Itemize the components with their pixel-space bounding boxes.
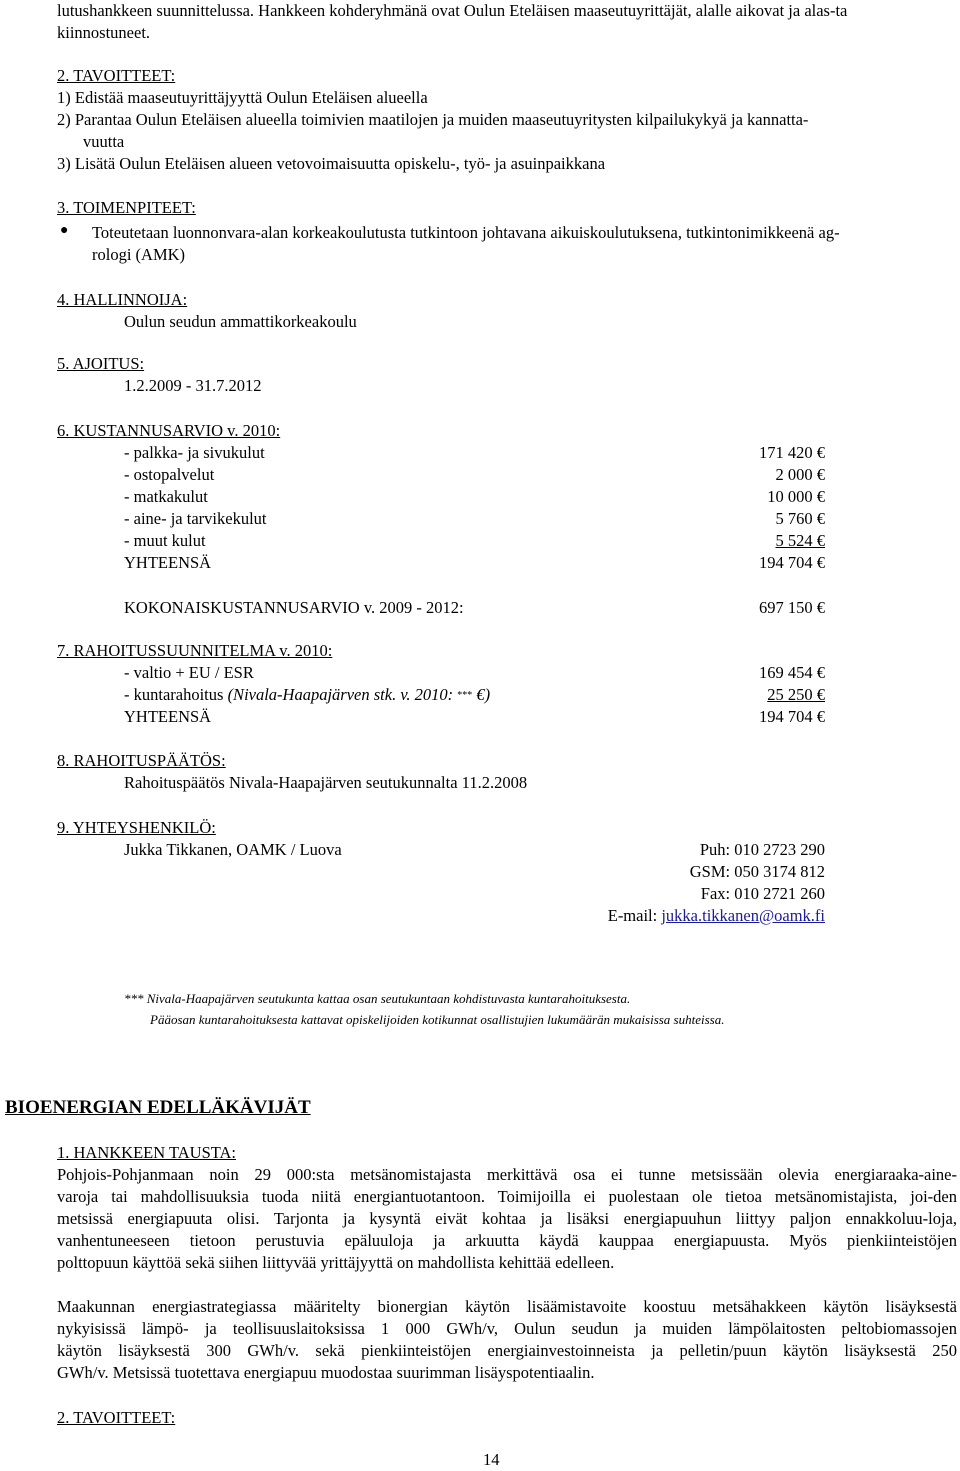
intro-line-1: lutushankkeen suunnittelussa. Hankkeen kohderyhmänä ovat Oulun Eteläisen maaseutuyrittäjät, alalle aikovat ja alas-ta <box>57 1 848 20</box>
cost-amount: 5 524 € <box>775 531 825 550</box>
footnote-line-2: Pääosan kuntarahoituksesta kattavat opiskelijoiden kotikunnat osallistujien lukumäärän mukaisissa suhteissa. <box>150 1012 725 1027</box>
contact-gsm: GSM: 050 3174 812 <box>689 862 825 881</box>
funding-label: - valtio + EU / ESR <box>124 663 254 682</box>
cost-total-amount: 194 704 € <box>759 553 825 572</box>
paragraph-line-last: polttopuun käyttöä sekä siihen liittyvää yrittäjyyttä on mahdollista kehittää edelleen. <box>57 1253 615 1272</box>
funding-note-end: €) <box>476 685 491 704</box>
toimenpide-line-1: Toteutetaan luonnonvara-alan korkeakoulutusta tutkintoon johtavana aikuiskoulutuksena, tutkintonimikkeenä ag- <box>92 223 840 242</box>
email-link[interactable]: jukka.tikkanen@oamk.fi <box>661 906 825 925</box>
hallinnoija-heading: 4. HALLINNOIJA: <box>57 290 188 309</box>
cost-label: - palkka- ja sivukulut <box>124 443 265 462</box>
tavoitteet-heading: 2. TAVOITTEET: <box>57 66 176 85</box>
toimenpiteet-heading: 3. TOIMENPITEET: <box>57 198 196 217</box>
tavoite-item: 2) Parantaa Oulun Eteläisen alueella toimivien maatilojen ja muiden maaseutuyritysten kilpailukykyä ja kannatta- <box>57 110 809 129</box>
contact-email-row <box>608 905 825 927</box>
bullet-icon: ● <box>60 223 69 238</box>
cost-label: - aine- ja tarvikekulut <box>124 509 267 528</box>
cost-total-label: YHTEENSÄ <box>124 553 212 572</box>
intro-line-2: kiinnostuneet. <box>57 23 151 42</box>
contact-name: Jukka Tikkanen, OAMK / Luova <box>124 840 342 859</box>
paragraph-line-last: GWh/v. Metsissä tuotettava energiapuu muodostaa suurimman lisäyspotentiaalin. <box>57 1363 595 1382</box>
footnote-marker: *** <box>457 690 473 701</box>
hallinnoija-value: Oulun seudun ammattikorkeakoulu <box>124 312 357 331</box>
ajoitus-heading: 5. AJOITUS: <box>57 354 145 373</box>
tavoitteet-heading-2: 2. TAVOITTEET: <box>57 1408 176 1427</box>
email-label: E-mail: <box>607 906 658 925</box>
footnote-line-1: *** Nivala-Haapajärven seutukunta kattaa osan seutukuntaan kohdistuvasta kuntarahoituksesta. <box>124 991 631 1006</box>
cost-amount: 2 000 € <box>775 465 825 484</box>
ajoitus-value: 1.2.2009 - 31.7.2012 <box>124 376 262 395</box>
grand-total-amount: 697 150 € <box>759 598 825 617</box>
yhteys-heading: 9. YHTEYSHENKILÖ: <box>57 818 216 837</box>
paragraph-line: vanhentuneeseen tietoon perustuvia epäluuloja ja arkuutta käydä kauppaa energiapuusta. Myös pienkiinteistöjen <box>57 1231 957 1250</box>
section-title: BIOENERGIAN EDELLÄKÄVIJÄT <box>5 1097 311 1118</box>
rahoitus-heading: 7. RAHOITUSSUUNNITELMA v. 2010: <box>57 641 333 660</box>
contact-fax: Fax: 010 2721 260 <box>700 884 825 903</box>
paatos-heading: 8. RAHOITUSPÄÄTÖS: <box>57 751 226 770</box>
tavoite-item-continued: vuutta <box>83 132 125 151</box>
paragraph-line: metsissä energiapuuta olisi. Tarjonta ja kysyntä eivät kohtaa ja lisäksi energiapuuhun liittyy paljon ennakkoluu-loja, <box>57 1209 957 1228</box>
paragraph-line: Maakunnan energiastrategiassa määritelty bionergian käytön lisäämistavoite koostuu metsähakkeen käytön lisäyksestä <box>57 1297 957 1316</box>
funding-amount: 169 454 € <box>759 663 825 682</box>
tavoite-item: 1) Edistää maaseutuyrittäjyyttä Oulun Eteläisen alueella <box>57 88 428 107</box>
funding-total-label: YHTEENSÄ <box>124 707 212 726</box>
contact-phone: Puh: 010 2723 290 <box>699 840 825 859</box>
funding-label: - kuntarahoitus <box>124 685 224 704</box>
paragraph-line: käytön lisäyksestä 300 GWh/v. sekä pienkiinteistöjen energiainvestoinneista ja pelletin/puun käytön lisäyksestä 250 <box>57 1341 957 1360</box>
cost-label: - matkakulut <box>124 487 208 506</box>
funding-amount: 25 250 € <box>767 685 825 704</box>
cost-amount: 171 420 € <box>759 443 825 462</box>
tausta-heading: 1. HANKKEEN TAUSTA: <box>57 1143 237 1162</box>
grand-total-label: KOKONAISKUSTANNUSARVIO v. 2009 - 2012: <box>124 598 464 617</box>
paragraph-line: nykyisissä lämpö- ja teollisuuslaitoksissa 1 000 GWh/v, Oulun seudun ja muiden lämpölaitosten peltobiomassojen <box>57 1319 957 1338</box>
paragraph-line: Pohjois-Pohjanmaan noin 29 000:sta metsänomistajasta merkittävä osa ei tunne metsissään olevia energiaraaka-aine- <box>57 1165 957 1184</box>
cost-amount: 10 000 € <box>767 487 825 506</box>
toimenpide-line-2: rologi (AMK) <box>92 245 186 264</box>
funding-label-municipal <box>124 684 490 707</box>
cost-label: - muut kulut <box>124 531 206 550</box>
page-number: 14 <box>483 1450 500 1469</box>
tavoite-item: 3) Lisätä Oulun Eteläisen alueen vetovoimaisuutta opiskelu-, työ- ja asuinpaikkana <box>57 154 606 173</box>
paragraph-line: varoja tai mahdollisuuksia tuoda niitä energiantuotantoon. Toimijoilla ei puolestaan ole tietoa metsänomistajista, joi-den <box>57 1187 957 1206</box>
paatos-value: Rahoituspäätös Nivala-Haapajärven seutukunnalta 11.2.2008 <box>124 773 528 792</box>
cost-label: - ostopalvelut <box>124 465 215 484</box>
cost-amount: 5 760 € <box>775 509 825 528</box>
kustannusarvio-heading: 6. KUSTANNUSARVIO v. 2010: <box>57 421 281 440</box>
funding-total-amount: 194 704 € <box>759 707 825 726</box>
funding-note: (Nivala-Haapajärven stk. v. 2010: <box>227 685 454 704</box>
